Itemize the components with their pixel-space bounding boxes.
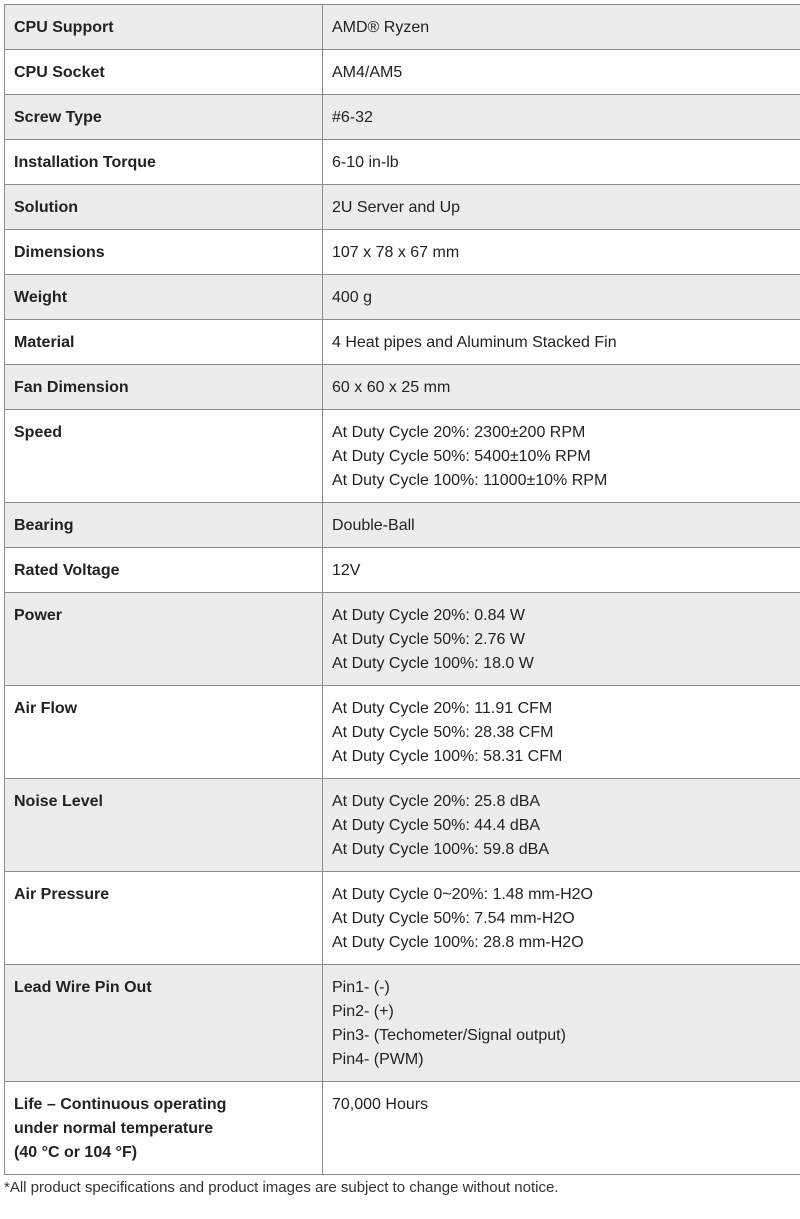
spec-label: under normal temperature xyxy=(14,1120,214,1137)
spec-row xyxy=(5,503,800,548)
spec-row xyxy=(5,548,800,593)
spec-label-cell xyxy=(5,593,323,686)
spec-value: 4 Heat pipes and Aluminum Stacked Fin xyxy=(332,334,617,351)
spec-row xyxy=(5,185,800,230)
spec-sheet xyxy=(0,4,800,1196)
spec-value: At Duty Cycle 50%: 5400±10% RPM xyxy=(332,448,591,465)
spec-label-cell xyxy=(5,95,323,140)
spec-label: Air Flow xyxy=(14,700,78,717)
spec-label: CPU Support xyxy=(14,19,114,36)
spec-row xyxy=(5,779,800,872)
spec-label: CPU Socket xyxy=(14,64,105,81)
spec-value-cell xyxy=(323,779,800,872)
spec-value: At Duty Cycle 50%: 7.54 mm-H2O xyxy=(332,910,575,927)
spec-label: Air Pressure xyxy=(14,886,110,903)
spec-label: Rated Voltage xyxy=(14,562,120,579)
spec-value: AMD® Ryzen xyxy=(332,19,430,36)
spec-value-cell xyxy=(323,365,800,410)
spec-value-cell xyxy=(323,140,800,185)
spec-value: At Duty Cycle 20%: 0.84 W xyxy=(332,607,525,624)
spec-value: Pin4- (PWM) xyxy=(332,1051,424,1068)
spec-value: At Duty Cycle 0~20%: 1.48 mm-H2O xyxy=(332,886,593,903)
spec-value-cell xyxy=(323,872,800,965)
spec-value: At Duty Cycle 100%: 59.8 dBA xyxy=(332,841,549,858)
spec-label: Dimensions xyxy=(14,244,105,261)
spec-value: 12V xyxy=(332,562,361,579)
spec-row xyxy=(5,365,800,410)
spec-label: Fan Dimension xyxy=(14,379,129,396)
spec-row xyxy=(5,686,800,779)
spec-value: 6-10 in-lb xyxy=(332,154,399,171)
spec-value: Pin2- (+) xyxy=(332,1003,394,1020)
spec-value: 60 x 60 x 25 mm xyxy=(332,379,451,396)
spec-label: Lead Wire Pin Out xyxy=(14,979,152,996)
spec-value-cell xyxy=(323,275,800,320)
spec-value: At Duty Cycle 100%: 58.31 CFM xyxy=(332,748,563,765)
spec-value: 2U Server and Up xyxy=(332,199,461,216)
spec-label-cell xyxy=(5,185,323,230)
spec-row xyxy=(5,965,800,1082)
spec-table xyxy=(4,4,800,1175)
spec-row xyxy=(5,230,800,275)
spec-label-cell xyxy=(5,140,323,185)
spec-label-cell xyxy=(5,686,323,779)
spec-label: Installation Torque xyxy=(14,154,156,171)
spec-value: At Duty Cycle 20%: 11.91 CFM xyxy=(332,700,553,717)
spec-label-cell xyxy=(5,503,323,548)
spec-value-cell xyxy=(323,548,800,593)
spec-label-cell xyxy=(5,50,323,95)
spec-label-cell xyxy=(5,5,323,50)
spec-label-cell xyxy=(5,320,323,365)
spec-label: Power xyxy=(14,607,63,624)
spec-value: #6-32 xyxy=(332,109,373,126)
spec-value: At Duty Cycle 100%: 28.8 mm-H2O xyxy=(332,934,584,951)
spec-value-cell xyxy=(323,95,800,140)
spec-label-cell xyxy=(5,965,323,1082)
footnote: *All product specifications and product images are subject to change without notice. xyxy=(4,1179,559,1196)
spec-value-cell xyxy=(323,320,800,365)
spec-label-cell xyxy=(5,1082,323,1175)
spec-value-cell xyxy=(323,1082,800,1175)
spec-value-cell xyxy=(323,230,800,275)
spec-row xyxy=(5,50,800,95)
spec-value-cell xyxy=(323,686,800,779)
spec-value: At Duty Cycle 100%: 18.0 W xyxy=(332,655,534,672)
spec-row xyxy=(5,5,800,50)
spec-label-cell xyxy=(5,230,323,275)
spec-row xyxy=(5,593,800,686)
spec-row xyxy=(5,410,800,503)
spec-value-cell xyxy=(323,185,800,230)
spec-label-cell xyxy=(5,779,323,872)
spec-value: 400 g xyxy=(332,289,373,306)
spec-row xyxy=(5,95,800,140)
spec-value-cell xyxy=(323,410,800,503)
spec-value-cell xyxy=(323,503,800,548)
spec-label: Material xyxy=(14,334,75,351)
spec-row xyxy=(5,872,800,965)
spec-value: At Duty Cycle 100%: 11000±10% RPM xyxy=(332,472,608,489)
spec-label-cell xyxy=(5,872,323,965)
spec-value: AM4/AM5 xyxy=(332,64,403,81)
spec-row xyxy=(5,320,800,365)
spec-table-body xyxy=(5,5,800,1175)
spec-label: Bearing xyxy=(14,517,74,534)
spec-label: Speed xyxy=(14,424,63,441)
spec-label: Screw Type xyxy=(14,109,102,126)
spec-value: Pin1- (-) xyxy=(332,979,390,996)
spec-value: At Duty Cycle 20%: 2300±200 RPM xyxy=(332,424,586,441)
spec-label: (40 °C or 104 °F) xyxy=(14,1144,138,1161)
spec-value: At Duty Cycle 50%: 28.38 CFM xyxy=(332,724,554,741)
spec-row xyxy=(5,275,800,320)
spec-value-cell xyxy=(323,593,800,686)
spec-label: Life – Continuous operating xyxy=(14,1096,227,1113)
spec-value-cell xyxy=(323,965,800,1082)
spec-value: At Duty Cycle 50%: 2.76 W xyxy=(332,631,525,648)
spec-value: 70,000 Hours xyxy=(332,1096,429,1113)
spec-label-cell xyxy=(5,275,323,320)
spec-value: Double-Ball xyxy=(332,517,415,534)
spec-label: Noise Level xyxy=(14,793,103,810)
spec-value: At Duty Cycle 50%: 44.4 dBA xyxy=(332,817,541,834)
spec-row xyxy=(5,1082,800,1175)
spec-label-cell xyxy=(5,365,323,410)
spec-value: At Duty Cycle 20%: 25.8 dBA xyxy=(332,793,541,810)
spec-value-cell xyxy=(323,5,800,50)
spec-label-cell xyxy=(5,548,323,593)
spec-row xyxy=(5,140,800,185)
spec-value: Pin3- (Techometer/Signal output) xyxy=(332,1027,566,1044)
spec-label: Solution xyxy=(14,199,78,216)
spec-value: 107 x 78 x 67 mm xyxy=(332,244,460,261)
spec-label: Weight xyxy=(14,289,68,306)
spec-label-cell xyxy=(5,410,323,503)
spec-value-cell xyxy=(323,50,800,95)
